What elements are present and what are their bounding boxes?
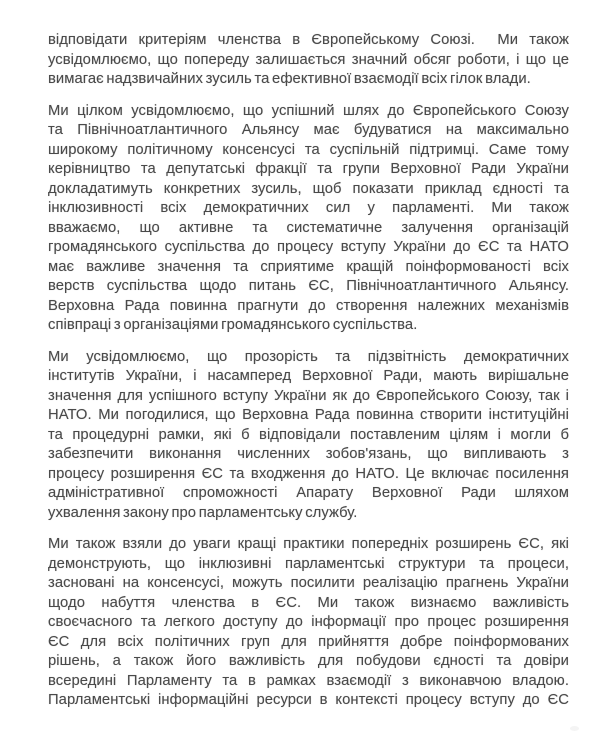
text-line: Верховна Рада повинна прагнути до створення належних механізмів — [48, 297, 569, 314]
text-line: інститутів України, і насамперед Верховної Ради, мають вирішальне — [48, 368, 569, 384]
text-line: докладатимуть конкретних зусиль, щоб показати приклад єдності та — [48, 180, 569, 197]
text-line: верств суспільства щодо питань ЄС, Північноатлантичного Альянсу. — [48, 278, 569, 294]
text-line: своєчасного та легкого доступу до інформації про процес розширення — [48, 614, 569, 630]
text-line: та Північноатлантичного Альянсу має будуватися на максимально — [48, 122, 569, 138]
paragraph — [48, 102, 569, 336]
text-line: всередині Парламенту та в рамках взаємодії з виконавчою владою. — [48, 672, 569, 689]
text-line: має важливе значення та сприятиме кращій поінформованості всіх — [48, 258, 569, 275]
text-line: НАТО. Ми погодилися, що Верховна Рада повинна створити інституційні — [48, 407, 569, 423]
text-line: співпраці з організаціями громадянського суспільства. — [48, 317, 418, 333]
text-line: широкому політичному консенсусі та суспільній підтримці. Саме тому — [48, 141, 569, 158]
text-line: значення для успішного вступу України як до Європейського Союзу, так і — [48, 387, 569, 404]
text-line: рішень, а також його важливість для побудови єдності та довіри — [48, 653, 569, 669]
paragraph — [48, 535, 569, 711]
text-line: демонструють, що інклюзивні парламентські структури та процеси, — [48, 555, 569, 572]
paragraph — [48, 348, 569, 524]
paragraph — [48, 31, 569, 90]
text-line: Ми цілком усвідомлюємо, що успішний шлях до Європейського Союзу — [48, 102, 569, 119]
text-line: усвідомлюємо, що попереду залишається значний обсяг роботи, і що це — [48, 51, 569, 68]
text-line: відповідати критеріям членства в Європейському Союзі. Ми також — [48, 32, 569, 48]
text-line: громадянського суспільства до процесу вступу України до ЄС та НАТО — [48, 239, 569, 255]
text-line: Ми також взяли до уваги кращі практики попередніх розширень ЄС, які — [48, 536, 569, 552]
text-line: засновані на консенсусі, можуть посилити реалізацію прагнень України — [48, 575, 569, 591]
text-line: керівництво та депутатські фракції та групи Верховної Ради України — [48, 161, 569, 177]
text-line: вимагає надзвичайних зусиль та ефективної взаємодії всіх гілок влади. — [48, 71, 531, 87]
text-line: щодо набуття членства в ЄС. Ми також визнаємо важливість — [48, 594, 569, 611]
text-line: ЄС для всіх політичних груп для прийняття добре поінформованих — [48, 633, 569, 650]
text-line: процесу розширення ЄС та входження до НАТО. Це включає посилення — [48, 465, 569, 482]
text-line: та процедурні рамки, які б відповідали поставленим цілям і могли б — [48, 426, 569, 443]
text-line: інклюзивності всіх демократичних сил у парламенті. Ми також — [48, 200, 569, 216]
text-line: Парламентські інформаційні ресурси в контексті процесу вступу до ЄС — [48, 692, 569, 708]
text-line: адміністративної спроможності Апарату Верховної Ради шляхом — [48, 485, 569, 501]
document-text — [48, 31, 569, 723]
text-line: ухвалення закону про парламентську службу. — [48, 504, 358, 521]
scan-artifact — [570, 726, 579, 731]
text-line: Ми усвідомлюємо, що прозорість та підзвітність демократичних — [48, 348, 569, 365]
text-line: забезпечити виконання численних зобов'язань, що випливають з — [48, 446, 569, 462]
text-line: вважаємо, що активне та систематичне залучення організацій — [48, 219, 569, 236]
